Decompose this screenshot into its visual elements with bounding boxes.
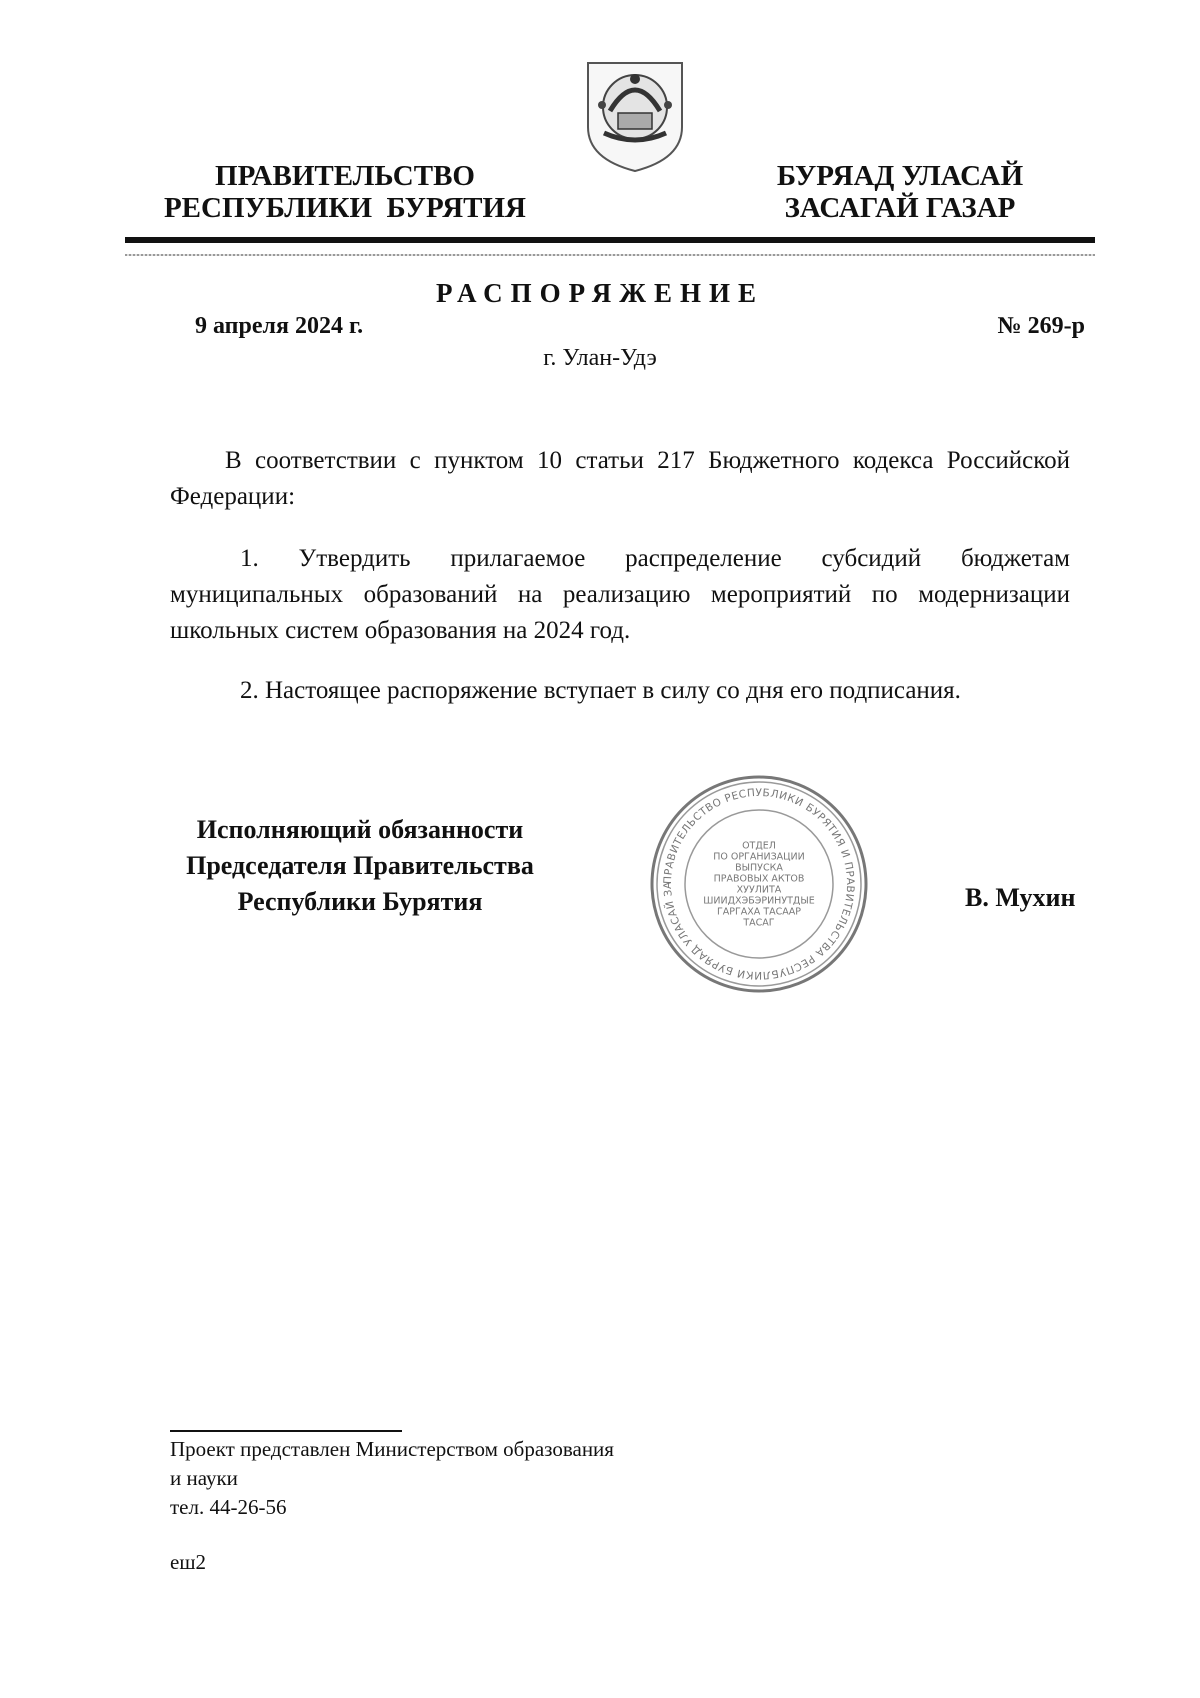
stamp-inner-line: ТАСАГ	[743, 917, 775, 929]
preamble-paragraph: В соответствии с пунктом 10 статьи 217 Бюджетного кодекса Российской Федерации:	[170, 447, 1070, 510]
document-number: № 269-р	[997, 313, 1085, 339]
document-type-title: РАСПОРЯЖЕНИЕ	[435, 278, 765, 308]
header-left-line2: РЕСПУБЛИКИ БУРЯТИЯ	[163, 192, 527, 224]
stamp-inner-line: ПО ОРГАНИЗАЦИИ	[713, 851, 805, 863]
header-right-line1: БУРЯАД УЛАСАЙ	[776, 160, 1024, 192]
document-code: еш2	[170, 1550, 206, 1574]
signatory-title-line1: Исполняющий обязанности	[196, 815, 524, 844]
coat-of-arms-emblem	[580, 55, 690, 175]
document-date: 9 апреля 2024 г.	[195, 313, 364, 339]
stamp-inner-line: ХУУЛИТА	[736, 884, 782, 896]
header-left-line1: ПРАВИТЕЛЬСТВО	[215, 160, 475, 192]
stamp-inner-line: ГАРГАХА ТАСААР	[716, 906, 802, 918]
footnote	[170, 1435, 614, 1522]
item-1-paragraph: 1. Утвердить прилагаемое распределение субсидий бюджетам муниципальных образований на реализацию мероприятий по модернизации школьных систем образования на 2024 год.	[170, 545, 1070, 644]
document-city: г. Улан-Удэ	[543, 345, 657, 371]
header-right-line2: ЗАСАГАЙ ГАЗАР	[784, 192, 1016, 224]
stamp-inner-line: ОТДЕЛ	[742, 840, 776, 852]
stamp-inner-line: ПРАВОВЫХ АКТОВ	[713, 873, 805, 885]
header-divider-thick	[125, 237, 1095, 243]
header-left	[155, 160, 535, 224]
stamp-inner-line: ВЫПУСКА	[735, 862, 783, 874]
header-divider-thin	[125, 254, 1095, 256]
signatory-title-line2: Председателя Правительства	[186, 851, 534, 880]
footnote-line1: Проект представлен Министерством образования	[170, 1437, 614, 1461]
stamp-outer-text: ПРАВИТЕЛЬСТВО РЕСПУБЛИКИ БУРЯТИЯ И ПРАВИТЕЛЬСТВА РЕСПУБЛИКИ БУРЯАД УЛАСАЙ ЗА	[661, 786, 857, 982]
header-right	[750, 160, 1050, 224]
footnote-divider	[170, 1430, 402, 1432]
signatory-title	[160, 812, 560, 920]
footnote-line2: и науки	[170, 1466, 238, 1490]
item-2-paragraph: 2. Настоящее распоряжение вступает в силу со дня его подписания.	[240, 677, 961, 704]
footnote-line3: тел. 44-26-56	[170, 1495, 287, 1519]
signatory-name: В. Мухин	[965, 883, 1076, 912]
stamp-inner-line: ШИИДХЭБЭРИНУТДЫЕ	[703, 895, 815, 907]
signatory-title-line3: Республики Бурятия	[237, 887, 483, 916]
official-stamp	[648, 773, 870, 995]
